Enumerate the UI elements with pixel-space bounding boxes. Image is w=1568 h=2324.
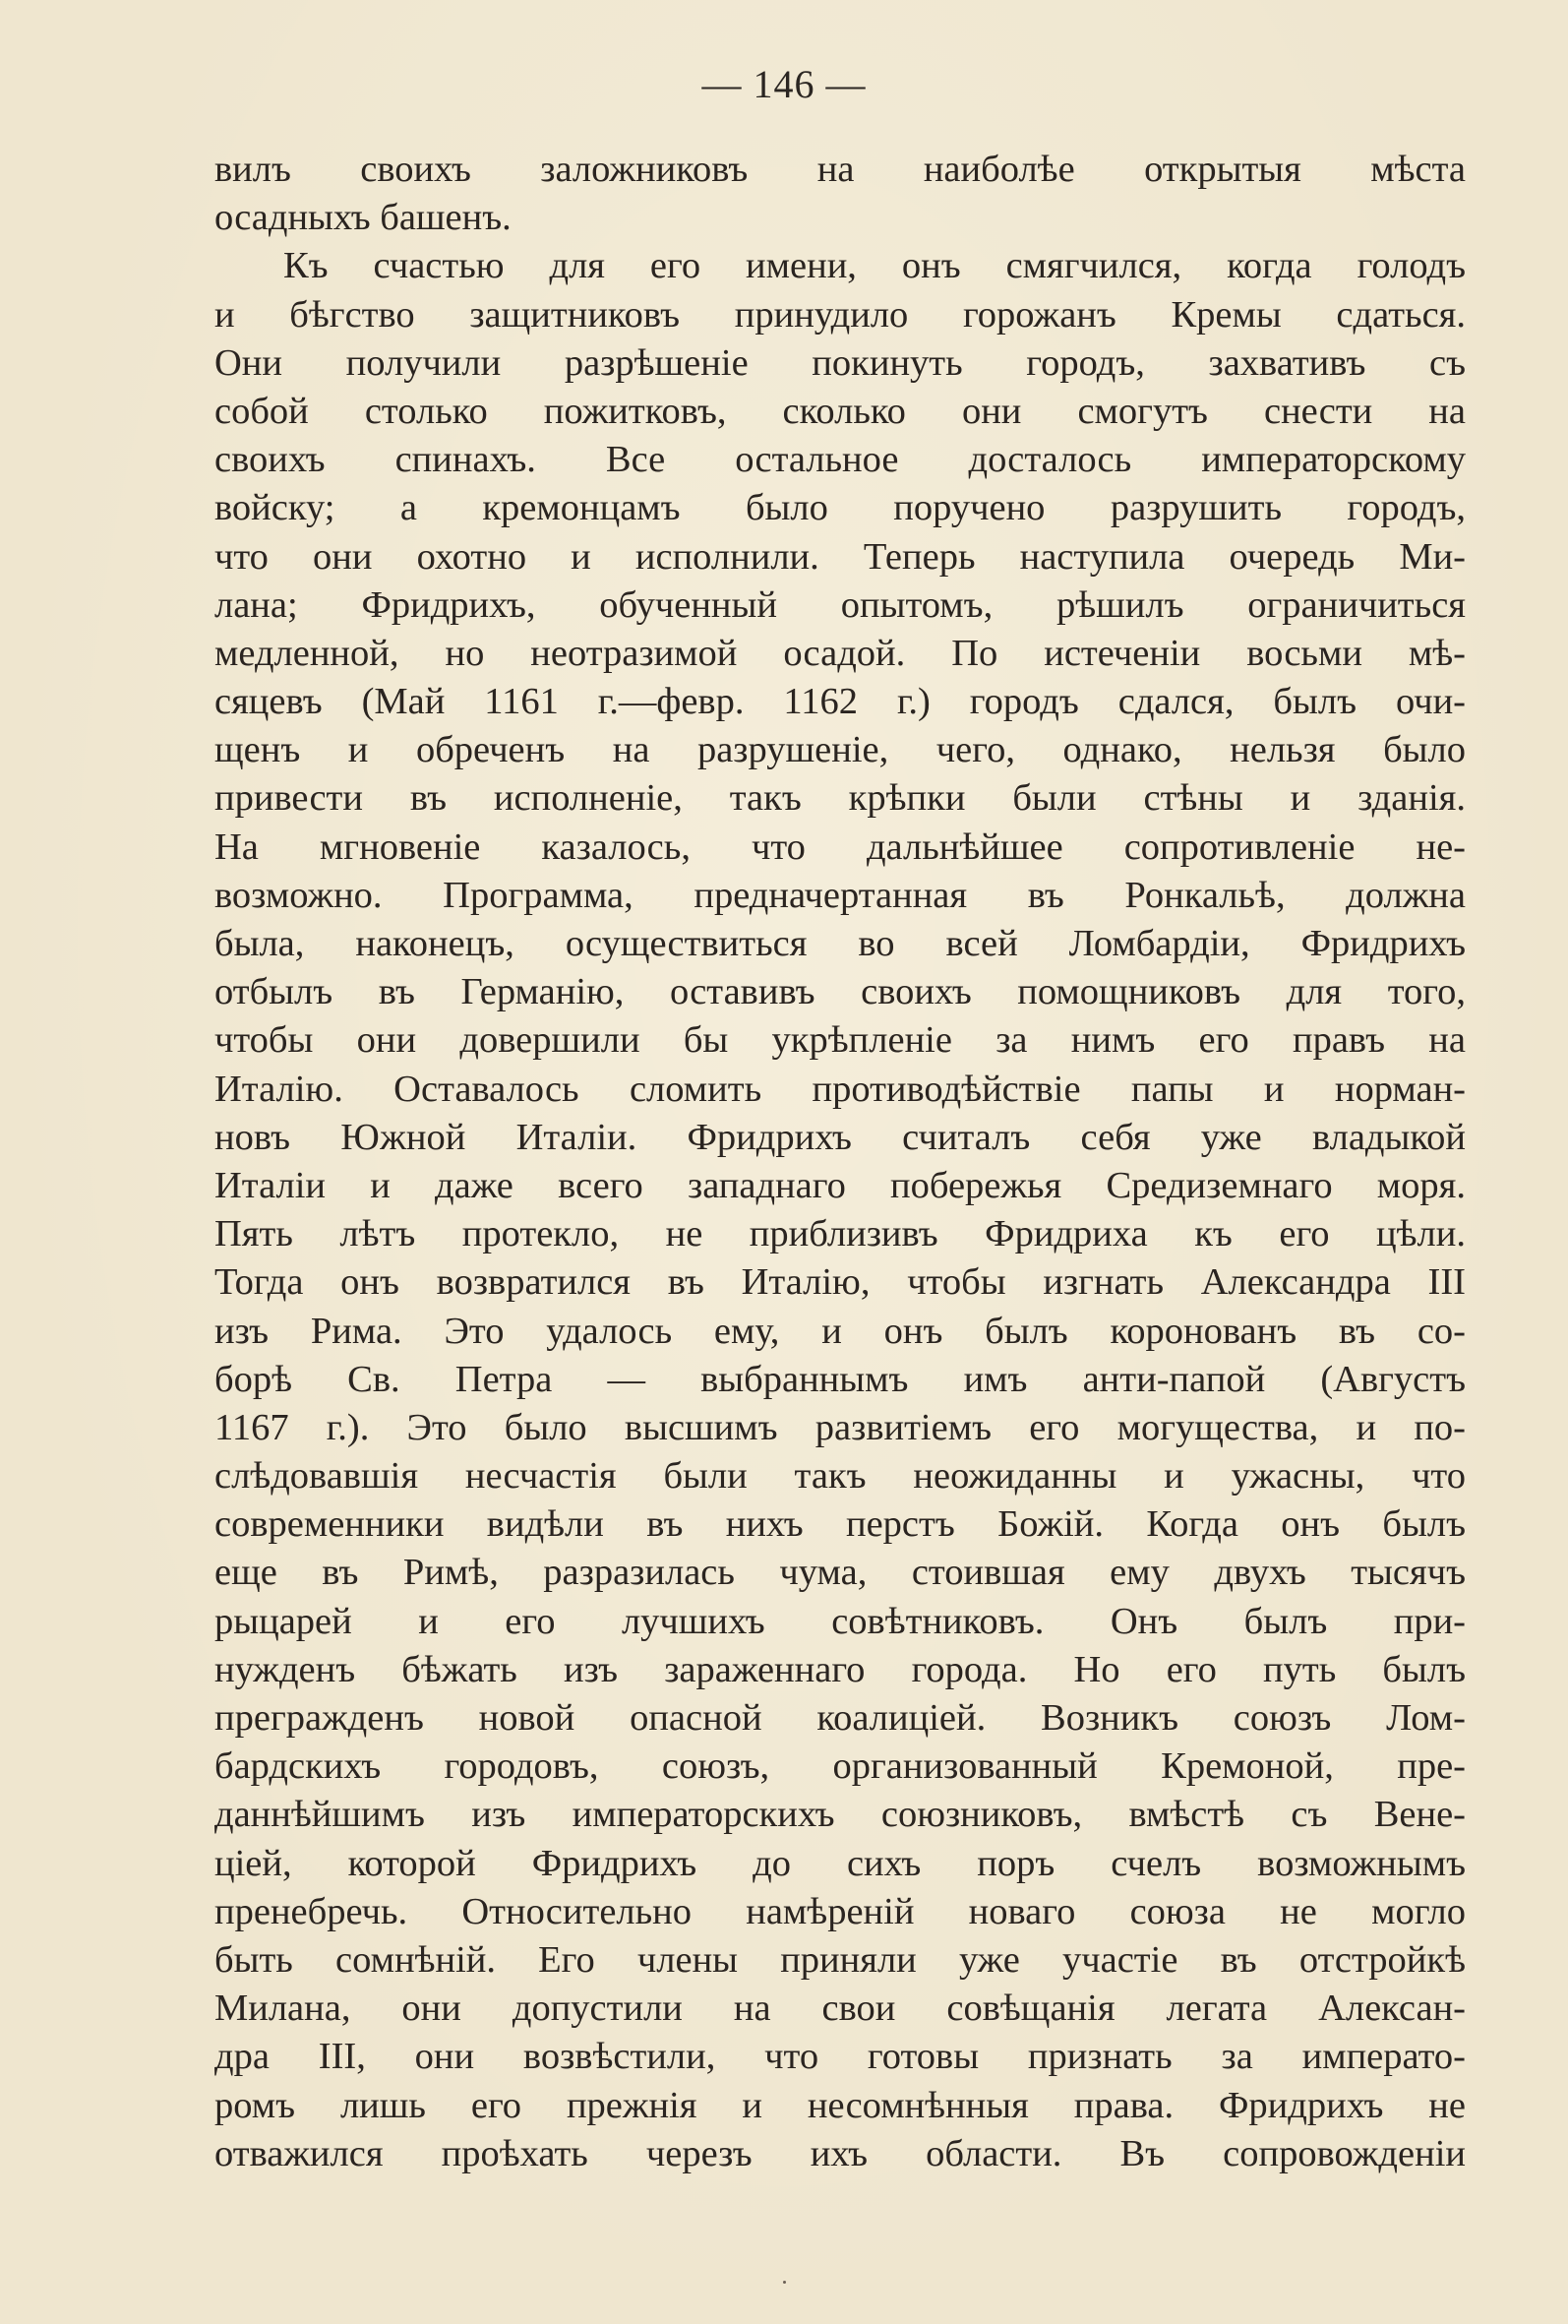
text-line: своихъ спинахъ. Все остальное досталось императорскому (214, 439, 1466, 481)
text-line: отважился проѣхать черезъ ихъ области. Въ сопровожденіи (214, 2132, 1466, 2174)
text-line: и бѣгство защитниковъ принудило горожанъ Кремы сдаться. (214, 293, 1466, 336)
text-line: что они охотно и исполнили. Теперь наступила очередь Ми- (214, 535, 1466, 578)
text-line: привести въ исполненіе, такъ крѣпки были стѣны и зданія. (214, 777, 1466, 820)
text-line: сяцевъ (Май 1161 г.—февр. 1162 г.) городъ сдался, былъ очи- (214, 681, 1466, 723)
text-line: чтобы они довершили бы укрѣпленіе за нимъ его правъ на (214, 1019, 1466, 1062)
text-line: борѣ Св. Петра — выбраннымъ имъ анти-папой (Августъ (214, 1358, 1466, 1400)
text-line: Пять лѣтъ протекло, не приблизивъ Фридриха къ его цѣли. (214, 1213, 1466, 1255)
text-line: Тогда онъ возвратился въ Италію, чтобы изгнать Александра III (214, 1261, 1466, 1304)
page-number: — 146 — (701, 62, 867, 106)
text-line: слѣдовавшія несчастія были такъ неожиданны и ужасны, что (214, 1455, 1466, 1498)
text-line: ромъ лишь его прежнія и несомнѣнныя права. Фридрихъ не (214, 2084, 1466, 2126)
text-line: Италіи и даже всего западнаго побережья Средиземнаго моря. (214, 1164, 1466, 1206)
text-line: вилъ своихъ заложниковъ на наиболѣе открытыя мѣста (214, 149, 1466, 190)
print-speck (783, 2281, 786, 2284)
text-line: была, наконецъ, осуществиться во всей Ломбардіи, Фридрихъ (214, 923, 1466, 964)
text-line: Къ счастью для его имени, онъ смягчился, когда голодъ (283, 245, 1466, 287)
text-line: Милана, они допустили на свои совѣщанія легата Алексан- (214, 1988, 1466, 2030)
text-line: отбылъ въ Германію, оставивъ своихъ помощниковъ для того, (214, 971, 1466, 1013)
text-line: бардскихъ городовъ, союзъ, организованный Кремоной, пре- (214, 1745, 1466, 1788)
text-line: осадныхъ башенъ. (214, 197, 512, 239)
text-line: собой столько пожитковъ, сколько они смогутъ снести на (214, 390, 1466, 432)
text-line: пренебречь. Относительно намѣреній новаго союза не могло (214, 1890, 1466, 1932)
text-line: современники видѣли въ нихъ перстъ Божій. Когда онъ былъ (214, 1503, 1466, 1546)
text-line: даннѣйшимъ изъ императорскихъ союзниковъ, вмѣстѣ съ Вене- (214, 1794, 1466, 1836)
text-line: изъ Рима. Это удалось ему, и онъ былъ коронованъ въ со- (214, 1310, 1466, 1352)
text-line: щенъ и обреченъ на разрушеніе, чего, однако, нельзя было (214, 729, 1466, 771)
text-line: быть сомнѣній. Его члены приняли уже участіе въ отстройкѣ (214, 1938, 1466, 1981)
text-line: лана; Фридрихъ, обученный опытомъ, рѣшилъ ограничиться (214, 583, 1466, 626)
text-line: войску; а кремонцамъ было поручено разрушить городъ, (214, 487, 1466, 529)
text-line: медленной, но неотразимой осадой. По истеченіи восьми мѣ- (214, 632, 1466, 674)
text-line: нужденъ бѣжать изъ зараженнаго города. Но его путь былъ (214, 1648, 1466, 1690)
body-text (214, 146, 1466, 2178)
text-line: прегражденъ новой опасной коалиціей. Возникъ союзъ Лом- (214, 1697, 1466, 1739)
text-line: еще въ Римѣ, разразилась чума, стоившая ему двухъ тысячъ (214, 1552, 1466, 1594)
text-line: дра III, они возвѣстили, что готовы признать за императо- (214, 2036, 1466, 2078)
text-line: ціей, которой Фридрихъ до сихъ поръ счелъ возможнымъ (214, 1842, 1466, 1884)
text-line: Они получили разрѣшеніе покинуть городъ, захвативъ съ (214, 341, 1466, 384)
text-line: Италію. Оставалось сломить противодѣйствіе папы и норман- (214, 1068, 1466, 1110)
text-line: возможно. Программа, предначертанная въ Ронкальѣ, должна (214, 874, 1466, 916)
text-line: рыцарей и его лучшихъ совѣтниковъ. Онъ былъ при- (214, 1600, 1466, 1642)
text-line: 1167 г.). Это было высшимъ развитіемъ его могущества, и по- (214, 1406, 1466, 1448)
text-line: На мгновеніе казалось, что дальнѣйшее сопротивленіе не- (214, 826, 1466, 868)
text-line: новъ Южной Италіи. Фридрихъ считалъ себя уже владыкой (214, 1116, 1466, 1158)
